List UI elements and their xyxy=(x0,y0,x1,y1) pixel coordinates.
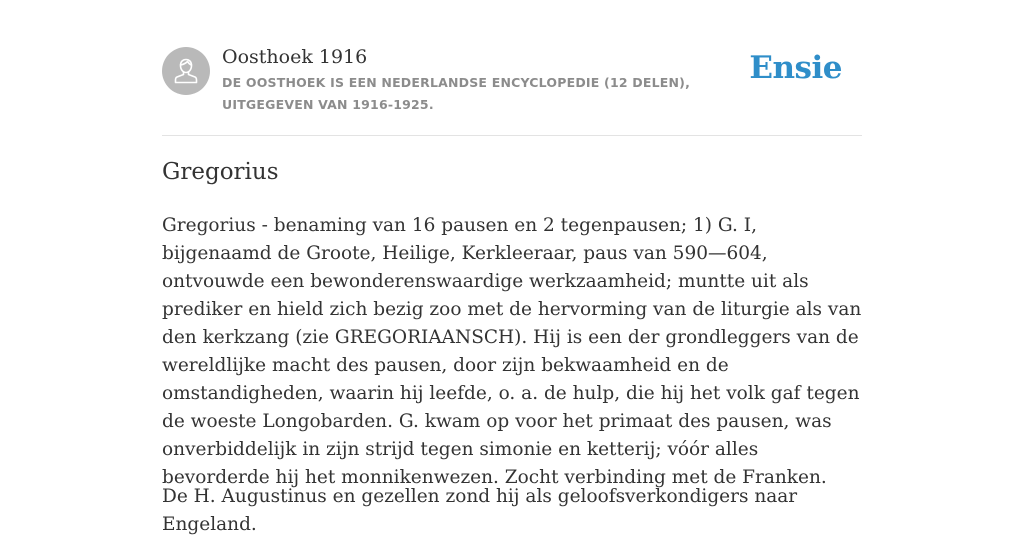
article-paragraph: Gregorius - benaming van 16 pausen en 2 tegenpausen; 1) G. I, bijgenaamd de Groote, Heilige, Kerkleeraar, paus van 590—604, ontvouwde een bewonderenswaardige werkzaamheid; muntte uit als prediker en hield zich bezig zoo met de hervorming van de liturgie als van den kerkzang (zie GREGORIAANSCH). Hij is een der grondleggers van de wereldlijke macht des pausen, door zijn bekwaamheid en de omstandigheden, waarin hij leefde, o. a. de hulp, die hij het volk gaf tegen de woeste Longobarden. G. kwam op voor het primaat des pausen, was onverbiddelijk in zijn strijd tegen simonie en ketterij; vóór alles bevorderde hij het monnikenwezen. Zocht verbinding met de Franken. xyxy=(162,215,862,488)
entry-page xyxy=(162,0,862,535)
source-header xyxy=(162,0,862,136)
article-paragraph: De H. Augustinus en gezellen zond hij als geloofsverkondigers naar Engeland. xyxy=(162,486,798,535)
source-description: DE OOSTHOEK IS EEN NEDERLANDSE ENCYCLOPEDIE (12 DELEN), UITGEGEVEN VAN 1916-1925. xyxy=(222,75,691,112)
user-icon xyxy=(162,47,210,95)
ensie-logo[interactable]: Ensie xyxy=(749,50,842,86)
source-avatar[interactable] xyxy=(162,47,210,95)
source-title[interactable]: Oosthoek 1916 xyxy=(222,46,368,68)
page-title: Gregorius xyxy=(162,159,279,185)
